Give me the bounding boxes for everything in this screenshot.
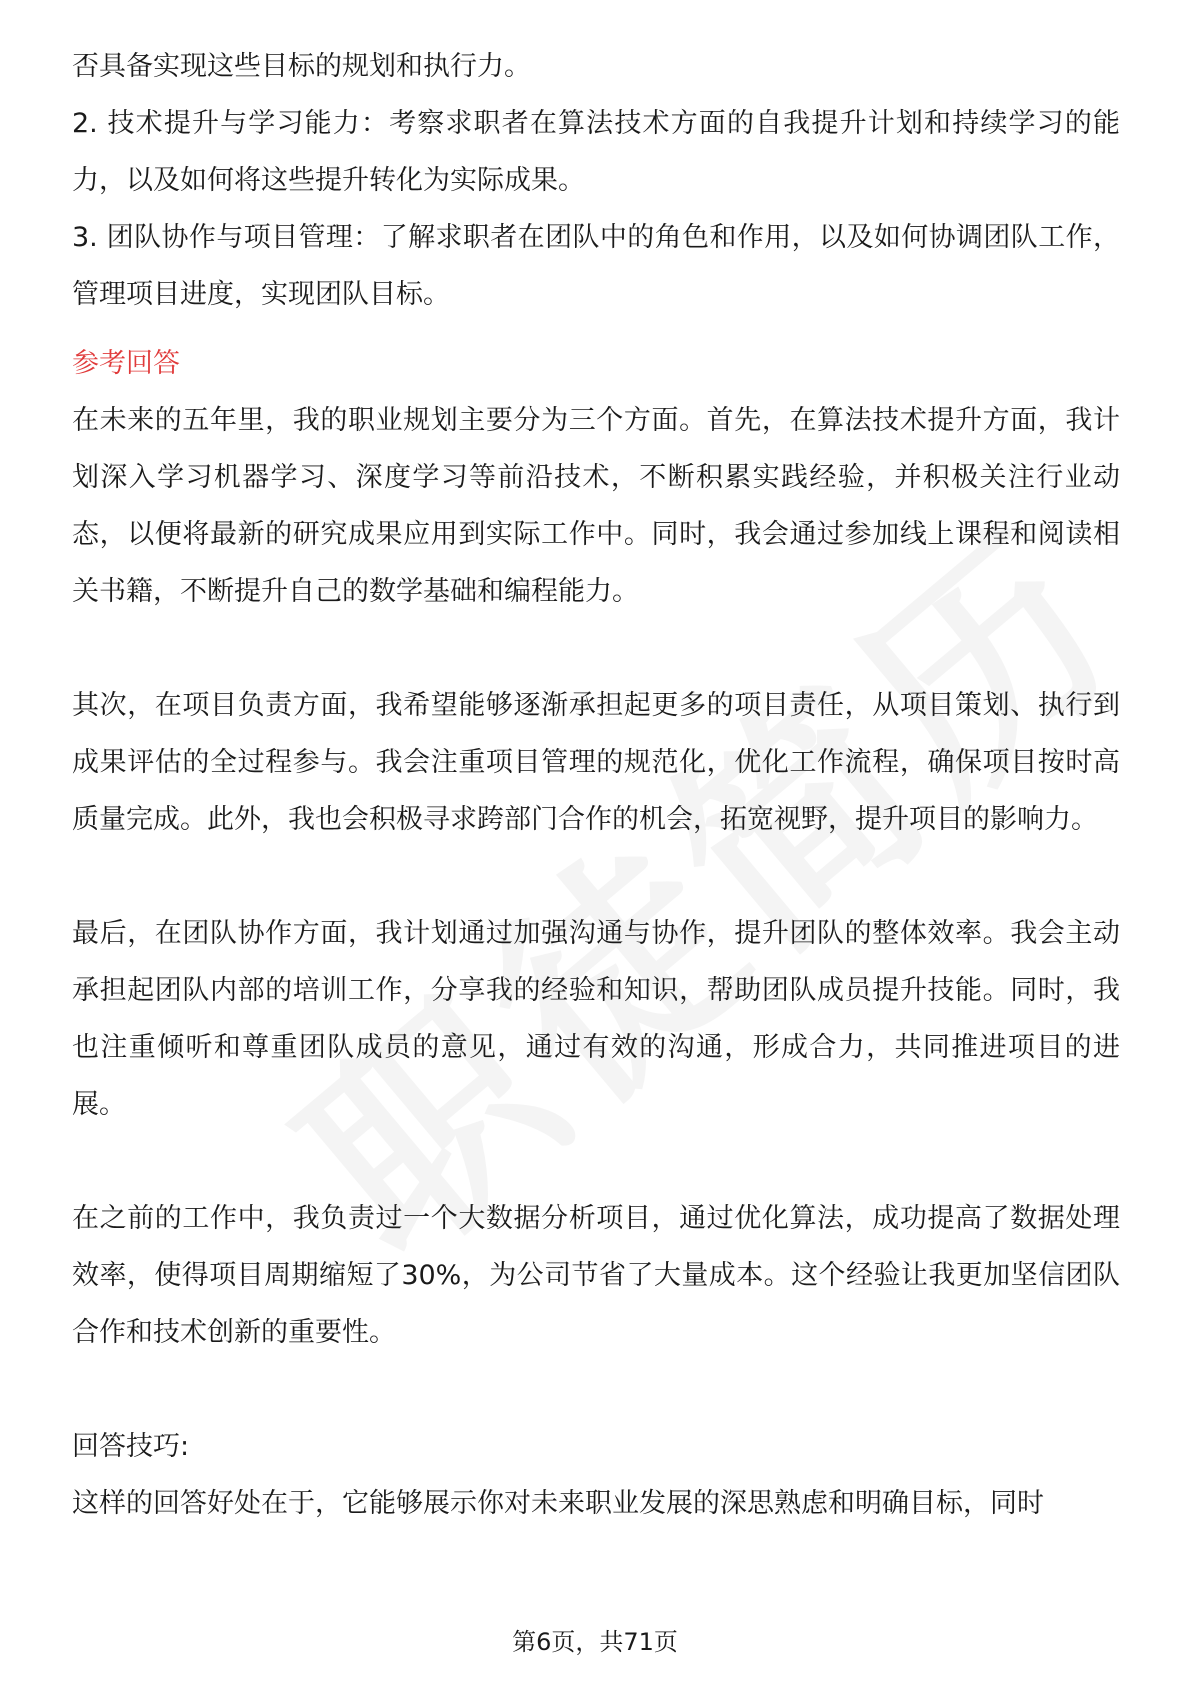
answer-paragraph-1: 在未来的五年里，我的职业规划主要分为三个方面。首先，在算法技术提升方面，我计划深入学习机器学习、深度学习等前沿技术，不断积累实践经验，并积极关注行业动态，以便将最新的研究成果应用到实际工作中。同时，我会通过参加线上课程和阅读相关书籍，不断提升自己的数学基础和编程能力。: [72, 405, 1120, 607]
answer-paragraph-3: 最后，在团队协作方面，我计划通过加强沟通与协作，提升团队的整体效率。我会主动承担起团队内部的培训工作，分享我的经验和知识，帮助团队成员提升技能。同时，我也注重倾听和尊重团队成员的意见，通过有效的沟通，形成合力，共同推进项目的进展。: [72, 918, 1120, 1120]
document-page: [72, 38, 1120, 1532]
answer-paragraph-2: 其次，在项目负责方面，我希望能够逐渐承担起更多的项目责任，从项目策划、执行到成果评估的全过程参与。我会注重项目管理的规范化，优化工作流程，确保项目按时高质量完成。此外，我也会积极寻求跨部门合作的机会，拓宽视野，提升项目的影响力。: [72, 690, 1120, 835]
answer-paragraph-4: 在之前的工作中，我负责过一个大数据分析项目，通过优化算法，成功提高了数据处理效率，使得项目周期缩短了30%，为公司节省了大量成本。这个经验让我更加坚信团队合作和技术创新的重要性。: [72, 1203, 1120, 1348]
paragraph-gap: [72, 1361, 1120, 1418]
reference-answer-title: 参考回答: [72, 348, 180, 379]
paragraph-gap: [72, 848, 1120, 905]
point-2: 2. 技术提升与学习能力：考察求职者在算法技术方面的自我提升计划和持续学习的能力，以及如何将这些提升转化为实际成果。: [72, 108, 1120, 196]
point-3: 3. 团队协作与项目管理：了解求职者在团队中的角色和作用，以及如何协调团队工作，管理项目进度，实现团队目标。: [72, 222, 1120, 310]
paragraph-gap: [72, 620, 1120, 677]
intro-continuation: 否具备实现这些目标的规划和执行力。: [72, 51, 531, 82]
paragraph-gap: [72, 1133, 1120, 1190]
tips-title: 回答技巧:: [72, 1431, 190, 1462]
tips-text: 这样的回答好处在于，它能够展示你对未来职业发展的深思熟虑和明确目标，同时: [72, 1488, 1044, 1519]
page-number: 第6页，共71页: [512, 1628, 678, 1656]
